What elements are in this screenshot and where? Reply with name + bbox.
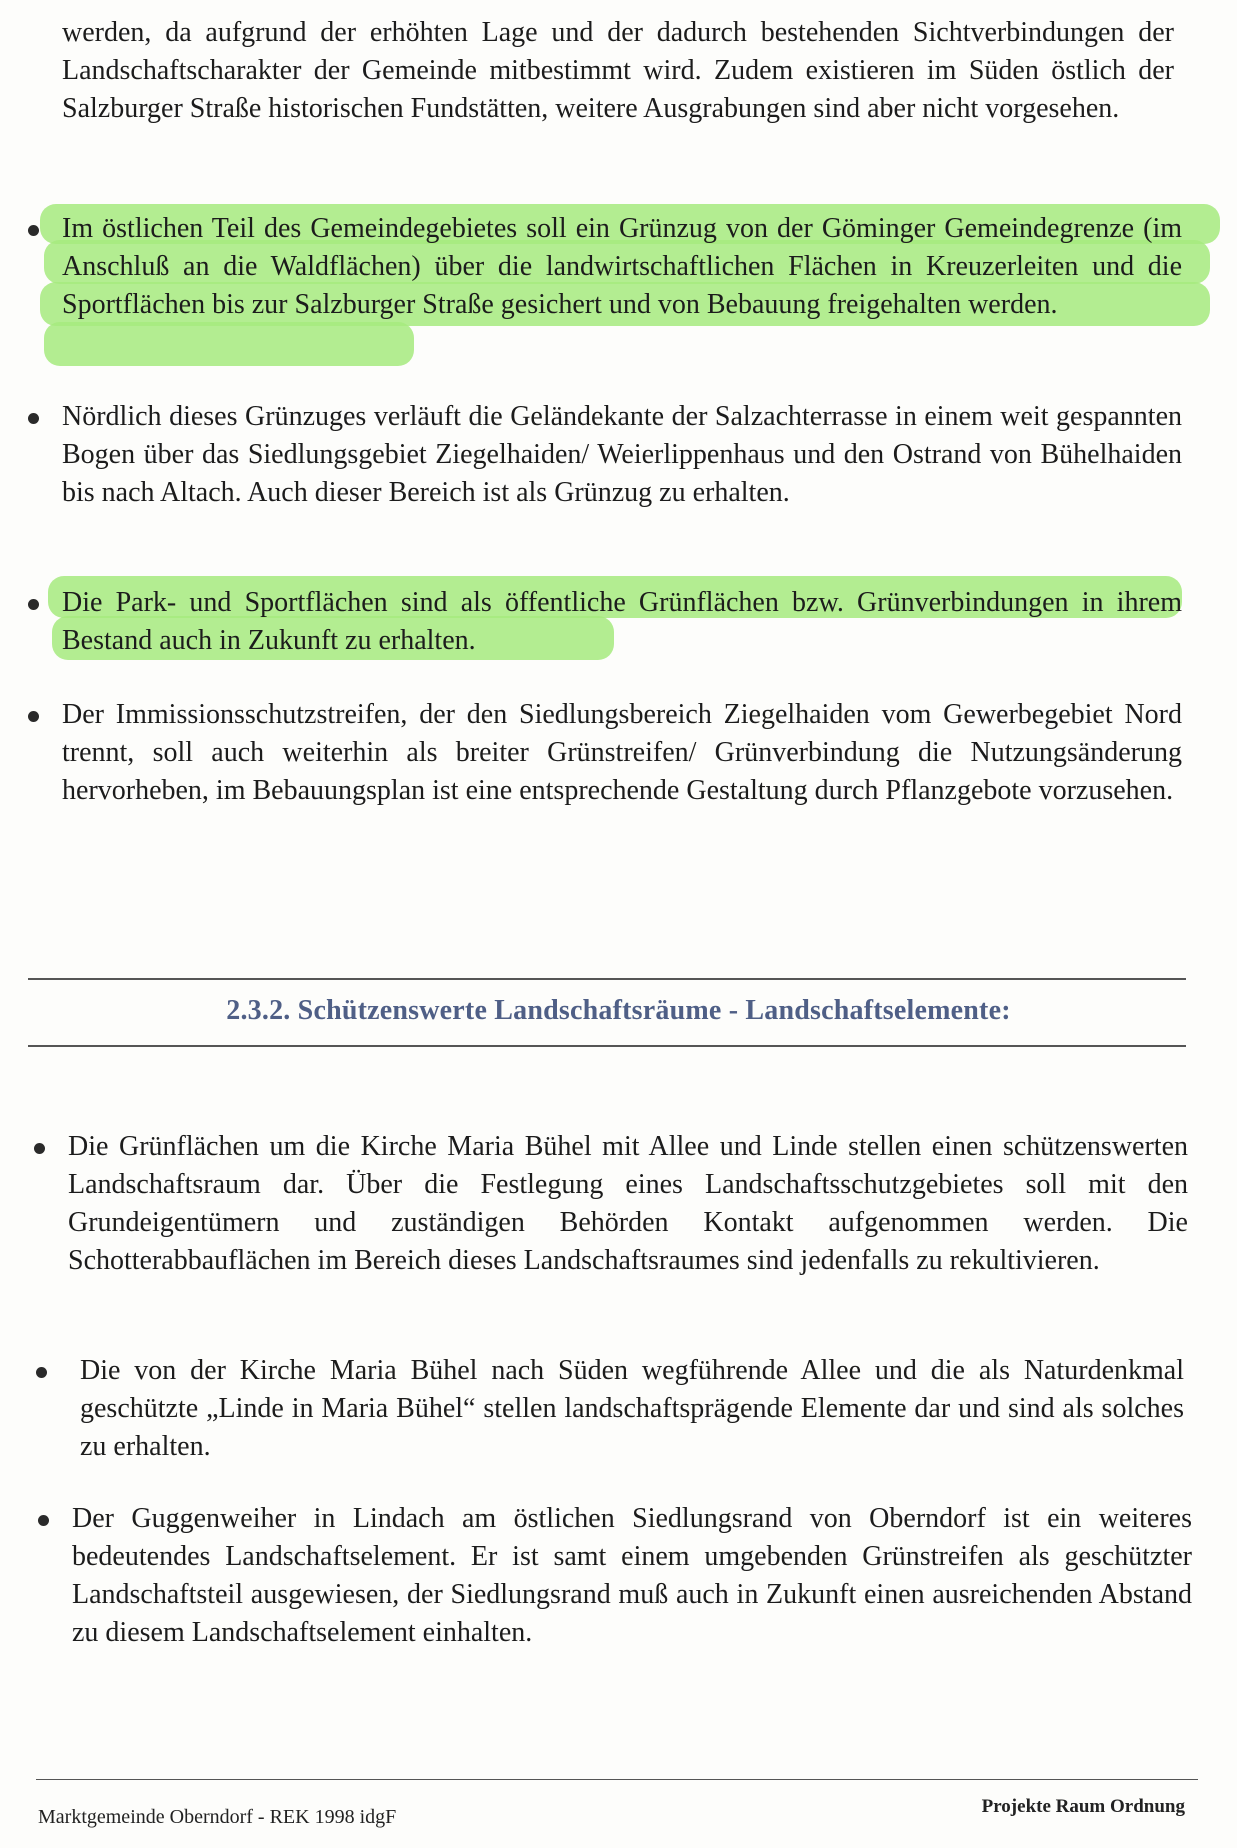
list-item: [62, 398, 1182, 512]
bullet-icon: [28, 711, 39, 722]
list-item-text: Im östlichen Teil des Gemeindegebietes soll ein Grünzug von der Göminger Gemeindegrenze (im Anschluß an die Waldflächen) über die landwirtschaftlichen Flächen in Kreuzerleiten und die Sportflächen bis zur Salzburger Straße gesichert und von Bebauung freigehalten werden.: [62, 213, 1182, 320]
section-title: 2.3.2. Schützenswerte Landschaftsräume - Landschaftselemente:: [226, 995, 1011, 1026]
bullet-icon: [38, 1515, 49, 1526]
bullet-icon: [34, 1143, 45, 1154]
list-item: [80, 1352, 1184, 1466]
highlight-marker: [44, 322, 414, 366]
list-item-text: Die Grünflächen um die Kirche Maria Bühel mit Allee und Linde stellen einen schützenswerten Landschaftsraum dar. Über die Festlegung eines Landschaftsschutzgebietes soll mit den Grundeigentümern und zuständigen Behörden Kontakt aufgenommen werden. Die Schotterabbauflächen im Bereich dieses Landschaftsraumes sind jedenfalls zu rekultivieren.: [68, 1131, 1188, 1276]
list-item-text: Der Guggenweiher in Lindach am östlichen Siedlungsrand von Oberndorf ist ein weiteres bedeutendes Landschaftselement. Er ist samt einem umgebenden Grünstreifen als geschützter Landschaftsteil ausgewiesen, der Siedlungsrand muß auch in Zukunft einen ausreichenden Abstand zu diesem Landschaftselement einhalten.: [72, 1503, 1192, 1648]
list-item: [62, 584, 1182, 660]
list-item: [72, 1500, 1192, 1652]
list-item-text: Die Park- und Sportflächen sind als öffentliche Grünflächen bzw. Grünverbindungen in ihrem Bestand auch in Zukunft zu erhalten.: [62, 587, 1182, 656]
list-item: [62, 696, 1182, 810]
list-item: [68, 1128, 1188, 1280]
footer-rule: [36, 1779, 1198, 1780]
section-top-rule: [28, 978, 1186, 980]
bullet-icon: [28, 225, 39, 236]
section-bottom-rule: [28, 1045, 1186, 1047]
list-item: [62, 210, 1182, 324]
footer-left-text: Marktgemeinde Oberndorf - REK 1998 idgF: [38, 1806, 397, 1828]
intro-paragraph: werden, da aufgrund der erhöhten Lage und der dadurch bestehenden Sichtverbindungen der Landschaftscharakter der Gemeinde mitbestimmt wird. Zudem existieren im Süden östlich der Salzburger Straße historischen Fundstätten, weitere Ausgrabungen sind aber nicht vorgesehen.: [62, 17, 1174, 124]
bullet-icon: [28, 413, 39, 424]
list-item-text: Nördlich dieses Grünzuges verläuft die Geländekante der Salzachterrasse in einem weit gespannten Bogen über das Siedlungsgebiet Ziegelhaiden/ Weierlippenhaus und den Ostrand von Bühelhaiden bis nach Altach. Auch dieser Bereich ist als Grünzug zu erhalten.: [62, 401, 1182, 508]
list-item-text: Der Immissionsschutzstreifen, der den Siedlungsbereich Ziegelhaiden vom Gewerbegebiet Nord trennt, soll auch weiterhin als breiter Grünstreifen/ Grünverbindung die Nutzungsänderung hervorheben, im Bebauungsplan ist eine entsprechende Gestaltung durch Pflanzgebote vorzusehen.: [62, 699, 1182, 806]
bullet-icon: [28, 599, 39, 610]
footer-right-text: Projekte Raum Ordnung: [981, 1796, 1185, 1817]
bullet-icon: [36, 1367, 47, 1378]
list-item-text: Die von der Kirche Maria Bühel nach Süden wegführende Allee und die als Naturdenkmal geschützte „Linde in Maria Bühel“ stellen landschaftsprägende Elemente dar und sind als solches zu erhalten.: [80, 1355, 1184, 1462]
